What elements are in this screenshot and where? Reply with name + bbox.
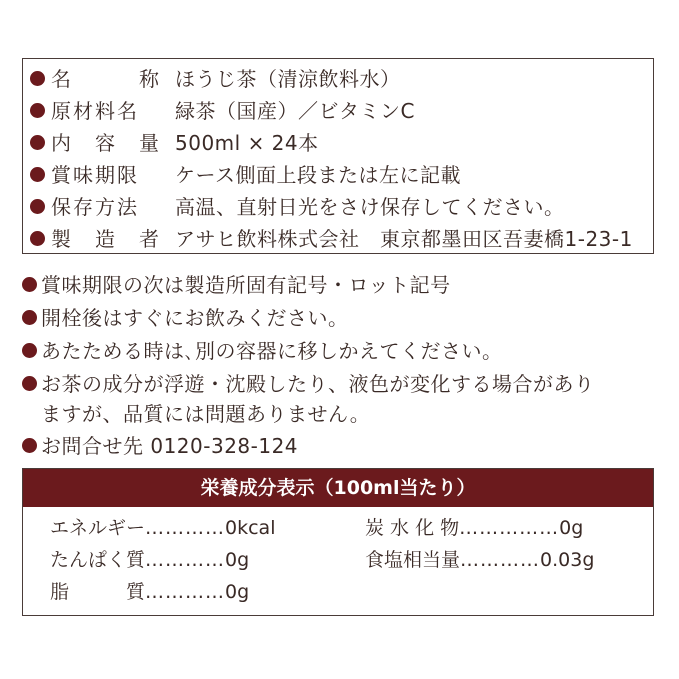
nutrient-name: 炭 水 化 物: [365, 517, 460, 539]
note-text: お問合せ先 0120-328-124: [41, 434, 299, 458]
note-sediment: [22, 369, 595, 399]
row-label: 賞味期限: [51, 163, 139, 187]
note-after-opening: [22, 303, 349, 333]
label-row-manufacturer: [30, 224, 633, 254]
bullet-icon: [30, 103, 45, 118]
leader-dots: …………: [145, 549, 226, 571]
note-text: 賞味期限の次は製造所固有記号・ロット記号: [41, 273, 451, 297]
nutrition-item-salt: [365, 546, 594, 574]
row-value: 高温、直射日光をさけ保存してください。: [175, 195, 565, 219]
row-label: 原材料名: [51, 99, 139, 123]
leader-dots: ……………: [459, 517, 560, 539]
bullet-icon: [30, 71, 45, 86]
row-value: 緑茶（国産）／ビタミンC: [175, 99, 415, 123]
bullet-icon: [30, 167, 45, 182]
row-value: 500ml × 24本: [175, 131, 319, 155]
row-label: 名 称: [51, 67, 161, 91]
label-row-expiry: [30, 160, 461, 190]
row-value: ケース側面上段または左に記載: [175, 163, 461, 187]
nutrition-item-protein: [50, 546, 249, 574]
bullet-icon: [22, 343, 37, 358]
nutrition-item-carbohydrate: [365, 514, 583, 542]
nutrient-value: 0.03g: [540, 549, 595, 571]
note-text: あたためる時は､別の容器に移しかえてください。: [41, 339, 503, 363]
label-row-volume: [30, 128, 319, 158]
nutrient-value: 0g: [225, 549, 250, 571]
bullet-icon: [22, 438, 37, 453]
nutrition-item-fat: [50, 578, 249, 606]
note-text: ますが、品質には問題ありません。: [41, 402, 371, 426]
bullet-icon: [30, 135, 45, 150]
note-text: お茶の成分が浮遊・沈殿したり、液色が変化する場合があり: [41, 372, 595, 396]
nutrition-header: 栄養成分表示（100ml当たり）: [23, 469, 653, 507]
nutrient-value: 0kcal: [225, 517, 276, 539]
nutrient-name: エネルギー: [50, 517, 146, 539]
label-row-ingredients: [30, 96, 415, 126]
row-label: 製 造 者: [51, 227, 161, 251]
bullet-icon: [30, 231, 45, 246]
bullet-icon: [30, 199, 45, 214]
bullet-icon: [22, 277, 37, 292]
nutrient-name: 食塩相当量: [365, 549, 461, 571]
nutrient-name: たんぱく質: [50, 549, 146, 571]
nutrient-value: 0g: [225, 581, 250, 603]
note-heating: [22, 336, 503, 366]
row-label: 内 容 量: [51, 131, 161, 155]
note-contact: [22, 431, 298, 461]
leader-dots: …………: [145, 581, 226, 603]
nutrient-name: 脂 質: [50, 581, 146, 603]
row-value: アサヒ飲料株式会社 東京都墨田区吾妻橋1-23-1: [175, 227, 633, 251]
nutrient-value: 0g: [559, 517, 584, 539]
leader-dots: …………: [460, 549, 541, 571]
bullet-icon: [22, 310, 37, 325]
note-sediment-cont: [41, 399, 370, 429]
row-label: 保存方法: [51, 195, 139, 219]
note-text: 開栓後はすぐにお飲みください。: [41, 306, 349, 330]
nutrition-item-energy: [50, 514, 275, 542]
leader-dots: …………: [145, 517, 226, 539]
label-row-storage: [30, 192, 565, 222]
label-row-name: [30, 64, 401, 94]
note-lot-code: [22, 270, 451, 300]
row-value: ほうじ茶（清涼飲料水）: [175, 67, 401, 91]
bullet-icon: [22, 376, 37, 391]
